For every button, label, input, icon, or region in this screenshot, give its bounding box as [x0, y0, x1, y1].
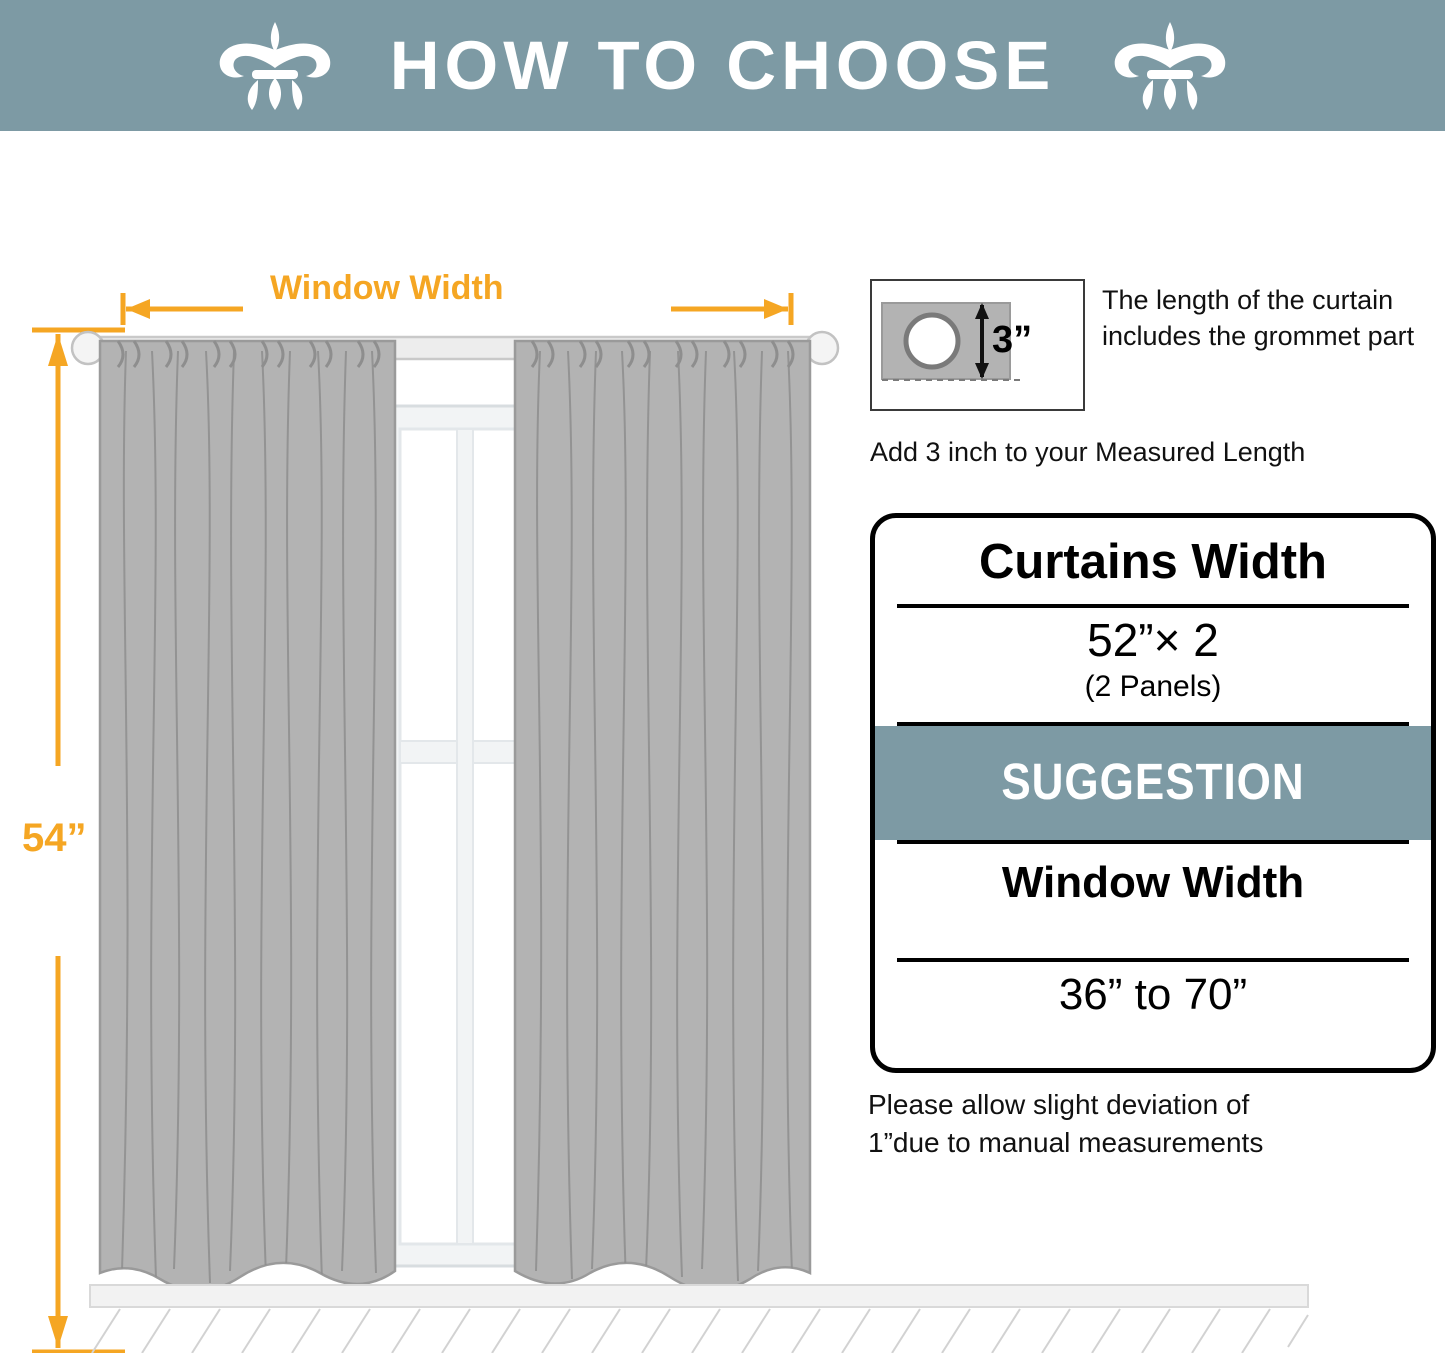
grommet-note: The length of the curtain includes the grommet part	[1102, 285, 1415, 351]
grommet-illustration	[872, 281, 1083, 409]
fleur-de-lis-icon-left	[200, 16, 350, 116]
card-divider-3	[897, 840, 1409, 844]
card-divider-4	[897, 958, 1409, 962]
suggestion-card	[870, 513, 1436, 1073]
header-banner	[0, 0, 1445, 131]
suggestion-band	[875, 726, 1431, 840]
add-length-note: Add 3 inch to your Measured Length	[870, 437, 1306, 467]
deviation-note-line2: 1”due to manual measurements	[868, 1126, 1264, 1158]
window-width-heading: Window Width	[1001, 858, 1305, 907]
curtain-width-value: 52”× 2	[1087, 614, 1219, 666]
window-width-label: Window Width	[270, 269, 504, 307]
curtain-illustration	[60, 311, 850, 1341]
deviation-note	[868, 1086, 1444, 1162]
page-title: HOW TO CHOOSE	[389, 27, 1056, 104]
grommet-measure-label: 3”	[992, 319, 1033, 361]
curtain-panels-note: (2 Panels)	[1084, 670, 1222, 703]
curtain-length-value: 54”	[22, 816, 87, 860]
curtain-panel-left	[100, 341, 395, 1291]
card-title: Curtains Width	[979, 535, 1327, 589]
curtain-panel-right	[515, 341, 810, 1291]
grommet-detail-box	[870, 279, 1085, 411]
fleur-de-lis-icon-right	[1095, 16, 1245, 116]
info-column	[862, 131, 1445, 1231]
card-divider-1	[897, 604, 1409, 608]
curtain-diagram	[0, 131, 860, 1231]
suggestion-label: SUGGESTION	[1001, 754, 1305, 811]
deviation-note-line1: Please allow slight deviation of	[868, 1089, 1250, 1120]
window-width-range: 36” to 70”	[1058, 970, 1248, 1019]
floor-illustration	[0, 1275, 1445, 1353]
